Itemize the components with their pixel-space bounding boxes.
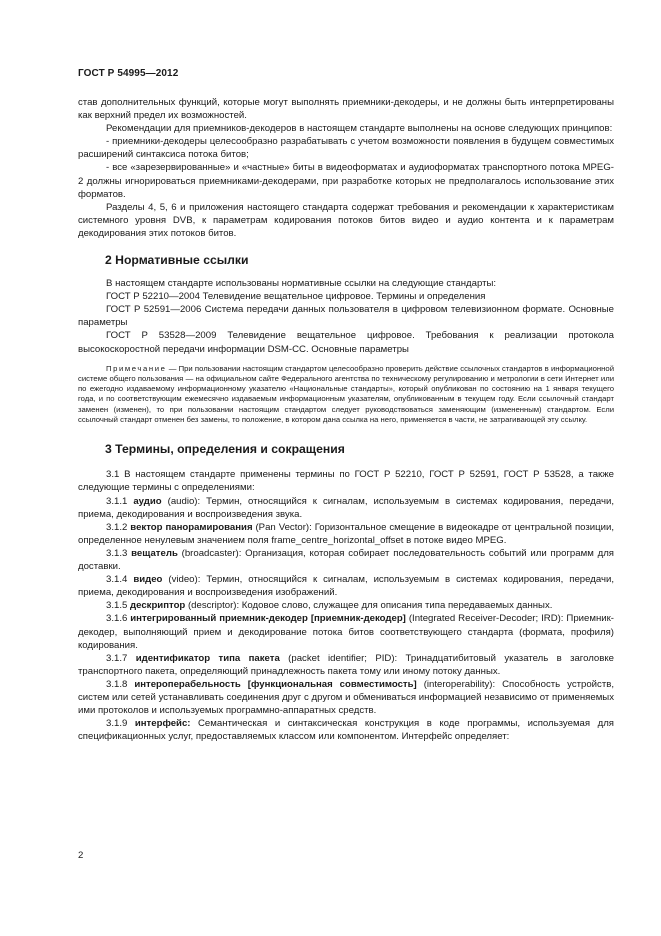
term-text: (Integrated Receiver-Decoder; IRD): Приемник-декодер, выполняющий прием и декодирование потока битов соответствующего стандарта (формата, профиля) кодирования.: [78, 613, 614, 651]
term-text: (packet identifier; PID): Тринадцатибитовый указатель в заголовке транспортного пакета, определяющий принадлежность пакета тому или иному потоку данных.: [78, 652, 614, 677]
term-text: (interoperability): Способность устройств, систем или сетей устанавливать соединения друг с другом и обмениваться информацией независимо от применяемых ими протоколов и используемых программно-аппаратных средств.: [78, 678, 614, 717]
intro-paragraph-5: Разделы 4, 5, 6 и приложения настоящего стандарта содержат требования и рекомендации к характеристикам системного уровня DVB, к параметрам кодирования потоков битов видео и аудио контента и к параметрам декодирования этих потоков битов.: [78, 201, 614, 239]
term-text: (video): Термин, относящийся к сигналам, используемым в системах кодирования, передачи, приема, декодирования и воспроизведения изображений.: [78, 574, 614, 599]
page-number: 2: [78, 850, 84, 861]
section-3-heading: 3 Термины, определения и сокращения: [105, 442, 345, 457]
intro-principle-1: - приемники-декодеры целесообразно разрабатывать с учетом возможности появления в будущем совместимых расширений синтаксиса потока битов;: [78, 136, 614, 161]
term-number: 3.1.1: [106, 495, 134, 507]
term-text: (descriptor): Кодовое слово, служащее для описания типа передаваемых данных.: [185, 600, 553, 612]
term-text: (Pan Vector): Горизонтальное смещение в видеокадре от центральной позиции, определенное ненулевым значением поля frame_centre_horizontal_offset в потоке видео MPEG.: [78, 521, 615, 546]
section-2-intro: В настоящем стандарте использованы нормативные ссылки на следующие стандарты:: [106, 278, 497, 290]
section-2-heading: 2 Нормативные ссылки: [105, 253, 249, 268]
term-name: интегрированный приемник-декодер [приемник-декодер]: [130, 613, 406, 625]
term-definition: [78, 612, 614, 651]
section-3-intro: 3.1 В настоящем стандарте применены термины по ГОСТ Р 52210, ГОСТ Р 52591, ГОСТ Р 53528, а также следующие термины с определениями:: [78, 469, 614, 494]
normative-reference: ГОСТ Р 53528—2009 Телевидение вещательное цифровое. Требования к реализации протокола высокоскоростной передачи информации DSM-CC. Основные параметры: [78, 330, 614, 355]
term-number: 3.1.8: [106, 678, 135, 690]
normative-reference: ГОСТ Р 52591—2006 Система передачи данных пользователя в цифровом телевизионном формате. Основные параметры: [78, 304, 614, 329]
term-number: 3.1.3: [106, 547, 132, 559]
term-name: вещатель: [131, 547, 178, 559]
term-number: 3.1.2: [106, 521, 131, 533]
term-name: видео: [133, 574, 163, 586]
document-body: [78, 96, 614, 743]
term-definition: [78, 547, 614, 573]
note-text: — При пользовании настоящим стандартом целесообразно проверить действие ссылочных стандартов в информационной системе общего пользования — на официальном сайте Федерального агентства по техническому регулированию и метрологии в сети Интернет или по ежегодно издаваемому информационному указателю «Национальные стандарты», который опубликован по состоянию на 1 января текущего года, и по соответствующим ежемесячно издаваемым информационным указателям, опубликованным в текущем году. Если ссылочный стандарт заменен (изменен), то при пользовании настоящим стандартом следует руководствоваться заменяющим (измененным) стандартом. Если ссылочный стандарт отменен без замены, то положение, в котором дана ссылка на него, применяется в части, не затрагивающей эту ссылку.: [78, 363, 614, 425]
term-name: аудио: [133, 495, 162, 507]
term-name: дескриптор: [130, 600, 186, 612]
term-name: интероперабельность [функциональная совместимость]: [134, 678, 417, 690]
section-2-note: [78, 364, 614, 426]
term-number: 3.1.4: [106, 574, 134, 586]
term-text: (audio): Термин, относящийся к сигналам, используемым в системах кодирования, передачи, приема, декодирования и воспроизведения звука.: [78, 495, 614, 520]
intro-paragraph-1: став дополнительных функций, которые могут выполнять приемники-декодеры, и не должны быть интерпретированы как верхний предел их возможностей.: [78, 97, 614, 122]
term-name: идентификатор типа пакета: [135, 652, 280, 664]
term-number: 3.1.5: [106, 600, 131, 612]
document-header: ГОСТ Р 54995—2012: [78, 68, 179, 79]
term-definition: [78, 599, 614, 612]
intro-principle-2: - все «зарезервированные» и «частные» биты в видеоформатах и аудиоформатах транспортного потока MPEG-2 должны игнорироваться приемниками-декодерами, при разработке которых не предполагалось использование этих форматов.: [78, 162, 614, 200]
normative-reference: ГОСТ Р 52210—2004 Телевидение вещательное цифровое. Термины и определения: [106, 291, 486, 303]
term-number: 3.1.9: [106, 718, 135, 730]
term-definition: [78, 717, 614, 743]
note-label: Примечание: [106, 363, 167, 373]
term-number: 3.1.7: [106, 652, 136, 664]
term-definition: [78, 678, 614, 717]
intro-paragraph-2: Рекомендации для приемников-декодеров в настоящем стандарте выполнены на основе следующих принципов:: [106, 123, 613, 135]
term-text: (broadcaster): Организация, которая собирает последовательность событий или программ для доставки.: [78, 547, 614, 573]
term-name: вектор панорамирования: [130, 521, 253, 533]
term-definition: [78, 573, 614, 599]
term-definition: [78, 495, 614, 521]
term-text: Семантическая и синтаксическая конструкция в коде программы, используемая для спецификационных услуг, предоставляемых классом или компонентом. Интерфейс определяет:: [78, 718, 614, 743]
term-name: интерфейс:: [134, 718, 191, 730]
term-definition: [78, 521, 614, 547]
term-definition: [78, 652, 614, 678]
term-number: 3.1.6: [106, 613, 131, 625]
